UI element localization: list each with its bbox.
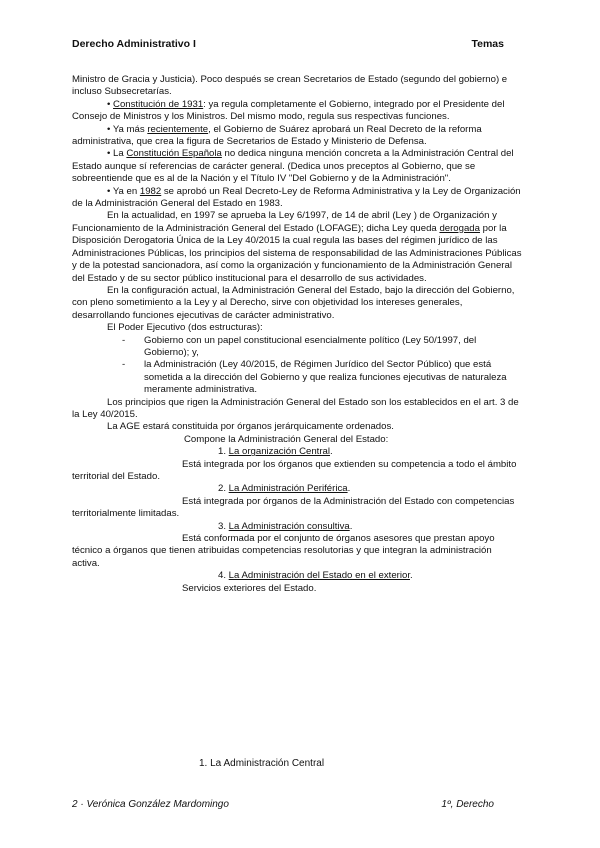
bullet-paragraph: • Ya más recientemente, el Gobierno de Suárez aprobará un Real Decreto de la reforma administrativa, que crea la figura de Secretarios de Estado y Ministerio de Defensa. xyxy=(72,123,482,148)
bullet-paragraph: • Constitución de 1931: ya regula completamente el Gobierno, integrado por el Presidente del Consejo de Ministros y los Ministros. Del mismo modo, regula sus respectivas funciones. xyxy=(72,98,505,123)
document-body xyxy=(72,74,522,595)
section-heading: 1. La Administración Central xyxy=(199,758,325,769)
bullet-paragraph: • Ya en 1982 se aprobó un Real Decreto-Ley de Reforma Administrativa y la Ley de Organización de la Administración General del Estado en 1983. xyxy=(72,185,521,210)
organ-description: Servicios exteriores del Estado. xyxy=(182,582,317,594)
footer-course: 1º, Derecho xyxy=(441,799,494,810)
dash-list-item: - Gobierno con un papel constitucional esencialmente político (Ley 50/1997, del Gobierno); y, xyxy=(122,334,477,358)
page-header xyxy=(72,38,504,50)
dash-marker: - xyxy=(122,334,126,346)
underlined-term: La organización Central xyxy=(228,446,331,458)
underlined-term: Constitución de 1931 xyxy=(113,98,204,110)
dash-list-item: - la Administración (Ley 40/2015, de Régimen Jurídico del Sector Público) que está sometida a la dirección del Gobierno y que realiza funciones ejecutivas de naturaleza meramente administrativa. xyxy=(122,359,507,396)
paragraph: El Poder Ejecutivo (dos estructuras): xyxy=(107,322,263,334)
organ-heading: 4. La Administración del Estado en el exterior. xyxy=(218,570,413,582)
underlined-term: derogada xyxy=(439,222,480,234)
underlined-term: La Administración Periférica xyxy=(228,483,348,495)
paragraph: En la actualidad, en 1997 se aprueba la Ley 6/1997, de 14 de abril (Ley ) de Organización y Funcionamiento de la Administración General del Estado (LOFAGE); dicha Ley queda derogada por la Disposición Derogatoria Única de la Ley 40/2015 la cual regula las bases del régimen jurídico de las Administraciones Públicas, los principios del sistema de responsabilidad de las Administraciones Públicas y de la potestad sancionadora, así como la organización y funcionamiento de la Administración General del Estado y de su sector público institucional para el desarrollo de sus actividades. xyxy=(72,210,522,284)
header-section: Temas xyxy=(471,38,504,50)
organ-heading: 1. La organización Central. xyxy=(218,446,333,458)
organ-heading: 3. La Administración consultiva. xyxy=(218,520,353,532)
bullet-paragraph: • La Constitución Española no dedica ninguna mención concreta a la Administración Central del Estado aunque sí referencias de carácter general. (Dedica unos preceptos al Gobierno, que se sobreentiende que es al de la Nación y el Título IV "Del Gobierno y de la Administración". xyxy=(72,148,514,185)
underlined-term: La Administración del Estado en el exterior xyxy=(228,570,410,582)
underlined-term: recientemente xyxy=(147,123,209,135)
header-title: Derecho Administrativo I xyxy=(72,38,196,50)
organs-intro: Compone la Administración General del Estado: xyxy=(184,433,389,445)
paragraph: Ministro de Gracia y Justicia). Poco después se crean Secretarios de Estado (segundo del gobierno) e incluso Subsecretarías. xyxy=(72,74,508,98)
organ-description: Está integrada por los órganos que extienden su competencia a todo el ámbito territorial del Estado. xyxy=(72,458,517,482)
dash-marker: - xyxy=(122,359,126,371)
paragraph: La AGE estará constituida por órganos jerárquicamente ordenados. xyxy=(107,421,394,433)
organ-description: Está conformada por el conjunto de órganos asesores que prestan apoyo técnico a órganos que tienen atribuidas competencias resolutorias y que integran la administración activa. xyxy=(72,533,495,569)
organ-heading: 2. La Administración Periférica. xyxy=(218,483,351,495)
underlined-term: 1982 xyxy=(139,185,162,197)
underlined-term: La Administración consultiva xyxy=(228,520,350,532)
paragraph: En la configuración actual, la Administración General del Estado, bajo la dirección del Gobierno, con pleno sometimiento a la Ley y al Derecho, sirve con objetividad los intereses generales, desarrollando funciones ejecutivas de carácter administrativo. xyxy=(72,284,515,321)
underlined-term: Constitución Española xyxy=(126,148,222,160)
organ-description: Está integrada por órganos de la Administración del Estado con competencias territorialmente limitadas. xyxy=(72,495,515,520)
footer-author: 2 · Verónica González Mardomingo xyxy=(72,799,229,810)
page-footer xyxy=(72,799,494,811)
paragraph: Los principios que rigen la Administración General del Estado son los establecidos en el art. 3 de la Ley 40/2015. xyxy=(72,396,519,420)
